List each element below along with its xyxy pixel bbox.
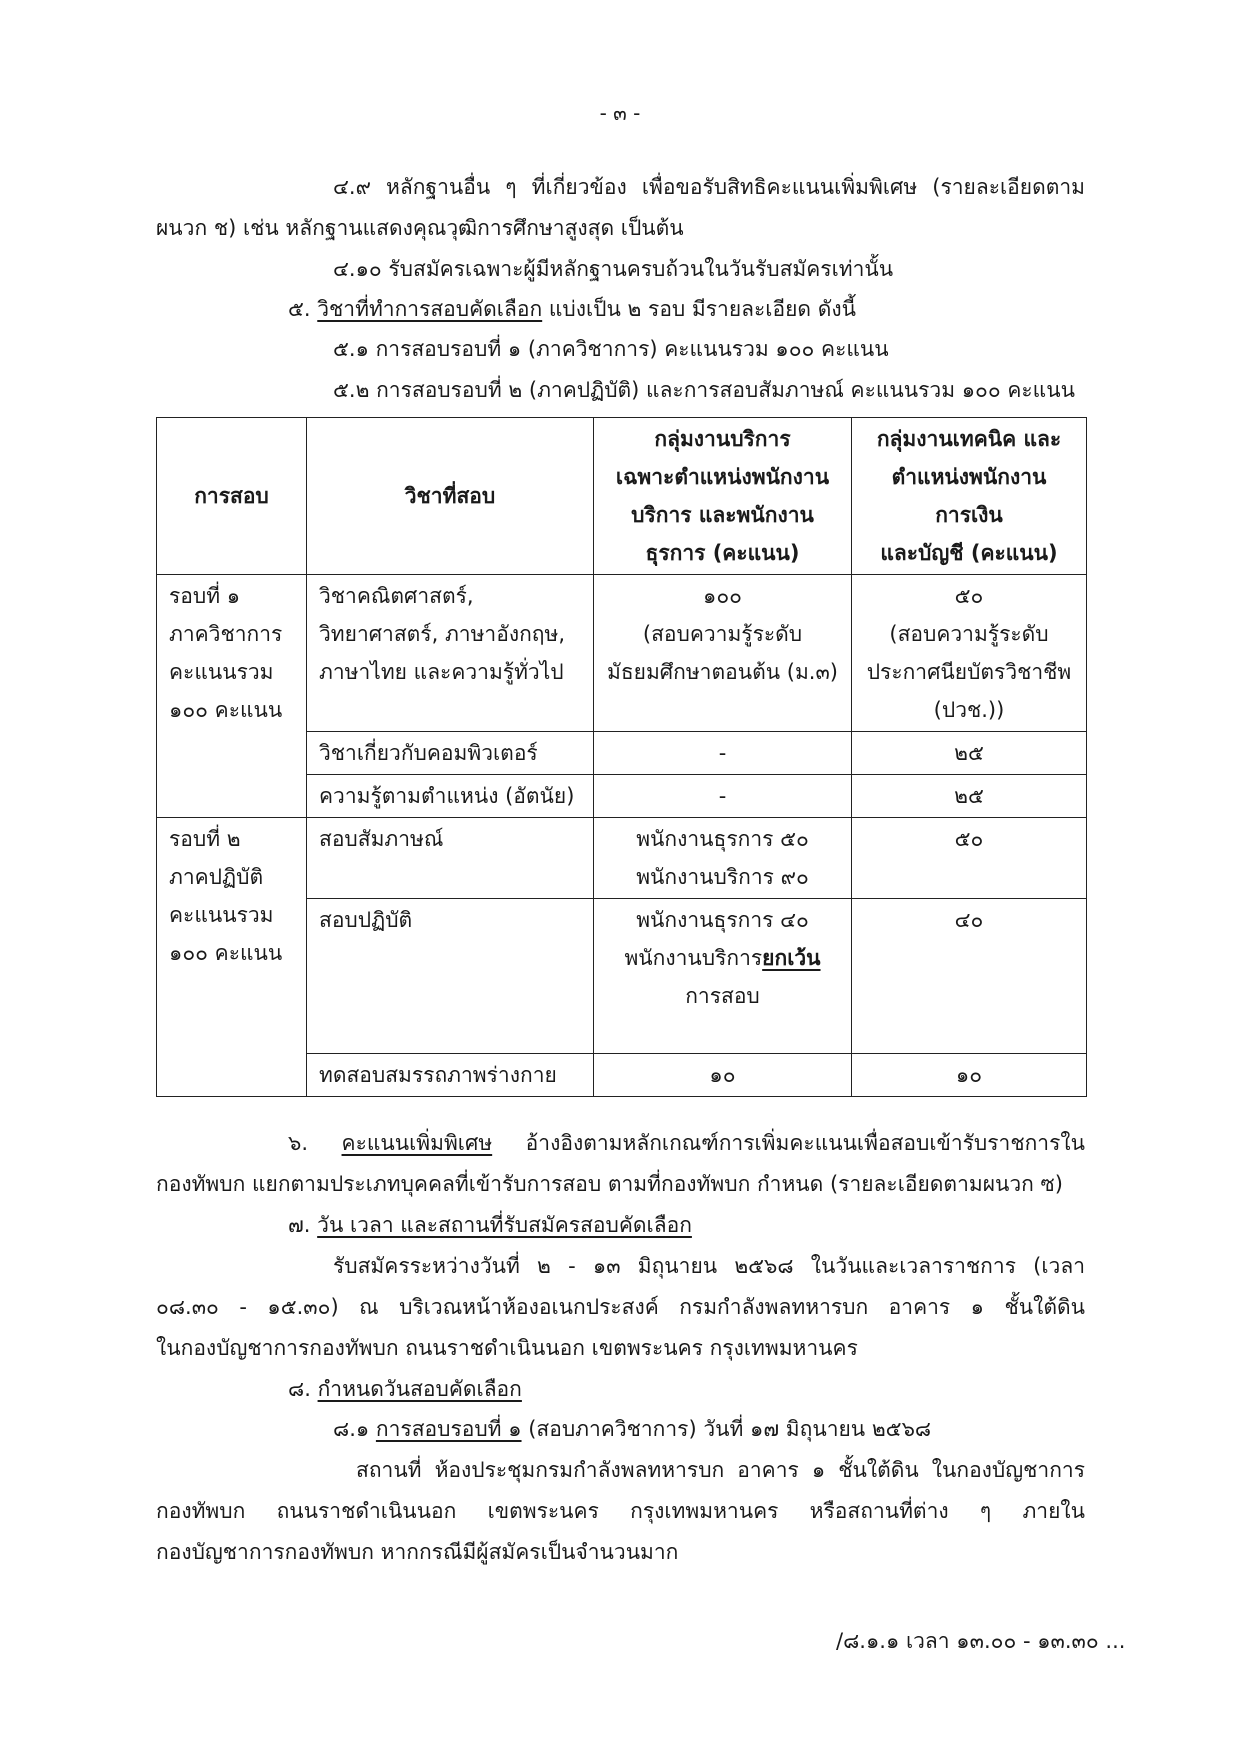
- para-4-9-line1: ๔.๙ หลักฐานอื่น ๆ ที่เกี่ยวข้อง เพื่อขอรับสิทธิคะแนนเพิ่มพิเศษ (รายละเอียดตาม: [333, 175, 1085, 199]
- para-8-1-rest: (สอบภาควิชาการ) วันที่ ๑๗ มิถุนายน ๒๕๖๘: [521, 1417, 932, 1441]
- section-7-heading: [288, 1210, 692, 1240]
- round2-service-interview: พนักงานธุรการ ๕๐ พนักงานบริการ ๙๐: [594, 818, 852, 899]
- round2-subject-practical: สอบปฏิบัติ: [307, 899, 594, 1054]
- round2-label: รอบที่ ๒ ภาคปฏิบัติ คะแนนรวม ๑๐๐ คะแนน: [157, 818, 307, 1097]
- round2-subject-interview: สอบสัมภาษณ์: [307, 818, 594, 899]
- round1-label: รอบที่ ๑ ภาควิชาการ คะแนนรวม ๑๐๐ คะแนน: [157, 575, 307, 818]
- continuation-marker: /๘.๑.๑ เวลา ๑๓.๐๐ - ๑๓.๓๐ ...: [836, 1629, 1126, 1653]
- section-7-line1: รับสมัครระหว่างวันที่ ๒ - ๑๓ มิถุนายน ๒๕๖๘ ในวันและเวลาราชการ (เวลา: [333, 1254, 1085, 1278]
- section-5-number: ๕.: [288, 297, 311, 321]
- section-8-number: ๘.: [288, 1377, 311, 1401]
- place-line2: กองทัพบก ถนนราชดำเนินนอก เขตพระนคร กรุงเทพมหานคร หรือสถานที่ต่าง ๆ ภายใน: [156, 1499, 1085, 1523]
- section-5-title: วิชาที่ทำการสอบคัดเลือก: [317, 297, 543, 321]
- place-line3: กองบัญชาการกองทัพบก หากกรณีมีผู้สมัครเป็นจำนวนมาก: [156, 1540, 679, 1564]
- round2-technical-fitness: ๑๐: [852, 1054, 1087, 1097]
- section-7-line2: ๐๘.๓๐ - ๑๕.๓๐) ณ บริเวณหน้าห้องอเนกประสงค์ กรมกำลังพลทหารบก อาคาร ๑ ชั้นใต้ดิน: [156, 1295, 1085, 1319]
- round1-subject-position: ความรู้ตามตำแหน่ง (อัตนัย): [307, 775, 594, 818]
- header-subject: วิชาที่สอบ: [307, 418, 594, 575]
- header-technical-group: กลุ่มงานเทคนิค และ ตำแหน่งพนักงาน การเงิน และบัญชี (คะแนน): [852, 418, 1087, 575]
- round2-service-practical: พนักงานธุรการ ๔๐ พนักงานบริการยกเว้น การสอบ: [594, 899, 852, 1054]
- round1-subject-general: วิชาคณิตศาสตร์, วิทยาศาสตร์, ภาษาอังกฤษ, ภาษาไทย และความรู้ทั่วไป: [307, 575, 594, 732]
- round2-technical-practical: ๔๐: [852, 899, 1087, 1054]
- section-6-line2: กองทัพบก แยกตามประเภทบุคคลที่เข้ารับการสอบ ตามที่กองทัพบก กำหนด (รายละเอียดตามผนวก ซ): [156, 1172, 1063, 1196]
- section-8-title: กำหนดวันสอบคัดเลือก: [317, 1377, 522, 1401]
- round1-technical-general: ๕๐ (สอบความรู้ระดับ ประกาศนียบัตรวิชาชีพ (ปวช.)): [852, 575, 1087, 732]
- section-6-heading: [288, 1128, 1085, 1158]
- para-4-10: ๔.๑๐ รับสมัครเฉพาะผู้มีหลักฐานครบถ้วนในวันรับสมัครเท่านั้น: [333, 257, 894, 281]
- round2-subject-fitness: ทดสอบสมรรถภาพร่างกาย: [307, 1054, 594, 1097]
- section-5-rest: แบ่งเป็น ๒ รอบ มีรายละเอียด ดังนี้: [542, 297, 856, 321]
- round2-service-fitness: ๑๐: [594, 1054, 852, 1097]
- round1-technical-computer: ๒๕: [852, 732, 1087, 775]
- section-7-title: วัน เวลา และสถานที่รับสมัครสอบคัดเลือก: [317, 1213, 692, 1237]
- section-8-heading: [288, 1374, 522, 1404]
- section-6-title: คะแนนเพิ่มพิเศษ: [341, 1131, 493, 1155]
- para-5-1: ๕.๑ การสอบรอบที่ ๑ (ภาควิชาการ) คะแนนรวม ๑๐๐ คะแนน: [333, 337, 889, 361]
- exam-schedule-table: [156, 417, 1087, 1097]
- round1-technical-position: ๒๕: [852, 775, 1087, 818]
- round1-service-position: -: [594, 775, 852, 818]
- exempt-text: ยกเว้น: [762, 946, 821, 970]
- section-7-number: ๗.: [288, 1213, 311, 1237]
- table-row: [157, 818, 1087, 899]
- round1-service-computer: -: [594, 732, 852, 775]
- para-8-1-title: การสอบรอบที่ ๑: [375, 1417, 522, 1441]
- para-8-1-number: ๘.๑: [333, 1417, 370, 1441]
- section-6-number: ๖.: [288, 1131, 309, 1155]
- round2-technical-interview: ๕๐: [852, 818, 1087, 899]
- section-6-rest: อ้างอิงตามหลักเกณฑ์การเพิ่มคะแนนเพื่อสอบเข้ารับราชการใน: [492, 1131, 1085, 1155]
- header-exam: การสอบ: [157, 418, 307, 575]
- section-7-line3: ในกองบัญชาการกองทัพบก ถนนราชดำเนินนอก เขตพระนคร กรุงเทพมหานคร: [156, 1336, 858, 1360]
- header-service-group: กลุ่มงานบริการ เฉพาะตำแหน่งพนักงาน บริการ และพนักงาน ธุรการ (คะแนน): [594, 418, 852, 575]
- round1-service-general: ๑๐๐ (สอบความรู้ระดับ มัธยมศึกษาตอนต้น (ม.๓): [594, 575, 852, 732]
- para-4-9-line2: ผนวก ช) เช่น หลักฐานแสดงคุณวุฒิการศึกษาสูงสุด เป็นต้น: [156, 216, 684, 240]
- table-row: [157, 575, 1087, 732]
- section-5-heading: [288, 294, 856, 324]
- table-header-row: [157, 418, 1087, 575]
- page-number: - ๓ -: [599, 101, 641, 125]
- place-line1: สถานที่ ห้องประชุมกรมกำลังพลทหารบก อาคาร ๑ ชั้นใต้ดิน ในกองบัญชาการ: [356, 1458, 1085, 1482]
- para-8-1: [333, 1414, 931, 1444]
- para-5-2: ๕.๒ การสอบรอบที่ ๒ (ภาคปฏิบัติ) และการสอบสัมภาษณ์ คะแนนรวม ๑๐๐ คะแนน: [333, 378, 1075, 402]
- round1-subject-computer: วิชาเกี่ยวกับคอมพิวเตอร์: [307, 732, 594, 775]
